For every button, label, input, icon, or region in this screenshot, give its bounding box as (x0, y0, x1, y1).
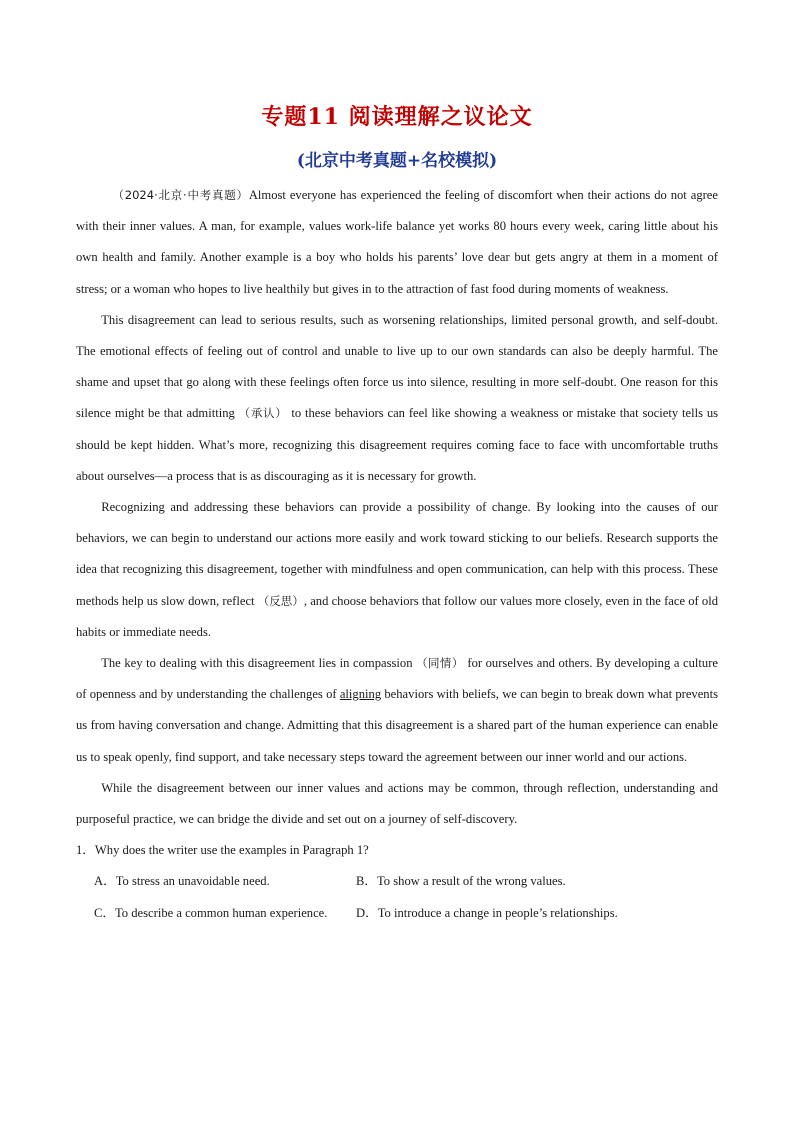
page-subtitle: (北京中考真题+名校模拟) (296, 151, 498, 171)
option-d: D．To introduce a change in people’s relationships. (356, 905, 618, 920)
paragraph-5 (76, 773, 718, 835)
option-b: B．To show a result of the wrong values. (356, 874, 566, 889)
question-1-options (76, 866, 718, 928)
page-title: 专题11 阅读理解之议论文 (261, 104, 533, 130)
paragraph-2-text-b: to these behaviors can feel like showing a weakness or mistake that society tells us should be kept hidden. What’s more, recognizing this disagreement requires coming face to face with uncomfortable truths about ourselves—a process that is as discouraging as it is necessary for growth. (76, 406, 719, 483)
option-c: C．To describe a common human experience. (94, 905, 328, 920)
gloss-compassion: （同情） (416, 656, 464, 671)
paragraph-1-text: Almost everyone has experienced the feeling of discomfort when their actions do not agree with their inner values. A man, for example, values work-life balance yet works 80 hours every week, caring little about his own health and family. Another example is a boy who holds his parents’ love dear but gets angry at them in a moment of stress; or a woman who hopes to live healthily but gives in to the attraction of fast food during moments of weakness. (76, 188, 718, 296)
paragraph-3-text-b: , and choose behaviors that follow our values more closely, even in the face of old habits or immediate needs. (76, 593, 718, 639)
option-a: A．To stress an unavoidable need. (94, 874, 270, 889)
paragraph-1 (76, 180, 718, 305)
paragraph-4-text-a: The key to dealing with this disagreement lies in compassion (101, 656, 417, 671)
paragraph-3 (76, 492, 718, 648)
paragraph-3-text-a: Recognizing and addressing these behaviors can provide a possibility of change. By looking into the causes of our behaviors, we can begin to understand our actions more easily and work toward sticking to our beliefs. Research supports the idea that recognizing this disagreement, together with mindfulness and open communication, can help with this process. These methods help us slow down, reflect (76, 500, 718, 608)
paragraph-5-text: While the disagreement between our inner values and actions may be common, through reflection, understanding and purposeful practice, we can bridge the divide and set out on a journey of self-discovery. (76, 780, 718, 827)
reading-passage (76, 180, 718, 929)
paragraph-4 (76, 648, 718, 773)
gloss-admitting: （承认） (238, 406, 288, 421)
gloss-reflect: （反思） (257, 593, 304, 608)
underlined-word-aligning: aligning (339, 687, 382, 702)
source-tag: （2024·北京·中考真题） (112, 188, 249, 202)
paragraph-2-text-a: This disagreement can lead to serious results, such as worsening relationships, limited personal growth, and self-doubt. The emotional effects of feeling out of control and unable to live up to our own standards can also be deeply harmful. The shame and upset that go along with these feelings often force us into silence, resulting in more self-doubt. One reason for this silence might be that admitting (76, 312, 718, 421)
paragraph-2 (76, 305, 718, 492)
question-1-stem: 1．Why does the writer use the examples in Paragraph 1? (76, 843, 369, 858)
paragraph-4-text-b: for ourselves and others. By developing a culture of openness and by understanding the challenges of (76, 656, 718, 702)
paragraph-4-text-c: behaviors with beliefs, we can begin to break down what prevents us from having conversation and change. Admitting that this disagreement is a shared part of the human experience can enable us to speak openly, find support, and take necessary steps toward the agreement between our inner world and our actions. (76, 687, 719, 764)
